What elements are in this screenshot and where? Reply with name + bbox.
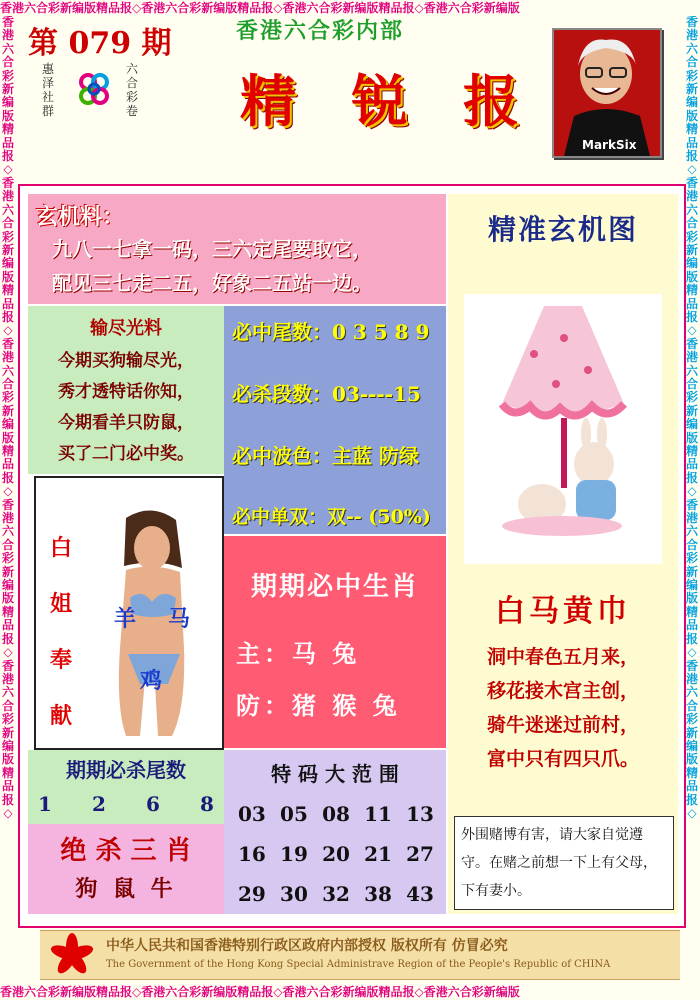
special-number: 27 [406,842,434,866]
bauhinia-emblem-icon [50,933,94,977]
footer-en: The Government of the Hong Kong Special Administrave Region of the People's Republic of CHINA [106,959,611,970]
special-number: 11 [364,802,392,826]
special-range-row [238,874,434,914]
xuanji-label: 玄机料： [36,204,125,230]
picks-panel [224,306,446,534]
special-number: 05 [280,802,308,826]
special-range-panel [224,750,446,914]
special-range-grid [238,794,434,914]
poem-body [28,346,224,470]
pick-wave: 必中波色：主蓝 防绿 [232,444,419,468]
pick-tail: 必中尾数：0 3 5 8 9 [232,320,430,344]
verse-line: 移花接木宫主创， [486,680,639,702]
special-number: 21 [364,842,392,866]
special-number: 30 [280,882,308,906]
header-subtitle: 香港六合彩内部 [236,18,405,44]
right-panel [448,194,678,914]
poem-line: 今期买狗输尽光， [58,351,194,371]
girl-photo-box [34,476,224,750]
verse-line: 洞中春色五月来， [486,646,639,668]
special-range-row [238,794,434,834]
special-number: 32 [322,882,350,906]
xuanji-line-2: 配见三七走二五，好象二五站一边。 [52,271,372,295]
newspaper-title: 精 锐 报 [240,69,537,135]
pick-odd-even: 必中单双：双-- (50%) [232,506,431,528]
zodiac-panel [224,536,446,748]
top-border-strip: 香港六合彩新编版精品报◇香港六合彩新编版精品报◇香港六合彩新编版精品报◇香港六合彩新编版 [0,1,520,15]
pick-kill-range: 必杀段数：03----15 [232,382,421,406]
kill-three-panel [28,824,224,914]
xuanji-line-1: 九八一七拿一码，三六定尾要取它， [52,237,372,261]
special-number: 08 [322,802,350,826]
org-name-left: 惠泽社群 [42,62,55,118]
girl-caption [50,520,74,744]
poem-line: 买了二门必中奖。 [58,444,194,464]
kill-tail-panel [28,750,224,824]
photo-caption: MarkSix [582,138,637,152]
poem-panel [28,306,224,474]
special-number: 19 [280,842,308,866]
special-number: 20 [322,842,350,866]
girl-caption-char: 姐 [50,591,73,617]
gambling-warning: 外围赌博有害，请大家自觉遵守。在赌之前想一下上有父母，下有妻小。 [454,816,674,910]
kill-tail-title: 期期必杀尾数 [66,758,186,782]
verse-line: 骑牛迷迷过前村， [486,714,639,736]
kill-three-animals: 狗 鼠 牛 [75,876,177,902]
poem-line: 秀才透特话你知， [58,382,194,402]
footer-band [40,930,680,980]
left-border-strip: 香港六合彩新编版精品报◇香港六合彩新编版精品报◇香港六合彩新编版精品报◇香港六合彩新编版精品报◇香港六合彩新编版精品报◇ [1,16,14,820]
special-number: 03 [238,802,266,826]
bottom-border-strip: 香港六合彩新编版精品报◇香港六合彩新编版精品报◇香港六合彩新编版精品报◇香港六合彩新编版 [0,985,520,999]
girl-tag-rooster: 鸡 [140,668,163,694]
girl-tag-horse: 马 [168,606,191,632]
special-number: 29 [238,882,266,906]
lamp-picture [464,294,662,564]
zodiac-title: 期期必中生肖 [250,572,419,602]
kill-tail-value: 1 [38,792,52,816]
issue-number: 第 079 期 [28,26,172,61]
right-panel-phrase: 白马黄巾 [495,594,631,629]
lottery-logo-icon [72,70,116,110]
portrait-photo [552,28,662,158]
footer-cn: 中华人民共和国香港特别行政区政府内部授权 版权所有 仿冒必究 [106,938,508,954]
right-panel-title: 精准玄机图 [487,213,638,246]
kill-tail-values [38,792,214,816]
special-range-title: 特 码 大 范 围 [271,762,399,786]
xuanji-panel [28,194,446,304]
special-number: 43 [406,882,434,906]
zodiac-guard: 防：猪 猴 兔 [236,691,401,720]
kill-tail-value: 6 [146,792,160,816]
verse-line: 富中只有四只爪。 [486,748,639,770]
kill-tail-value: 8 [200,792,214,816]
zodiac-main: 主：马 兔 [236,639,361,668]
kill-three-title: 绝 杀 三 肖 [60,836,192,866]
org-name-right: 六合彩卷 [126,62,139,118]
girl-caption-char: 白 [50,535,73,561]
special-number: 38 [364,882,392,906]
special-number: 16 [238,842,266,866]
girl-tag-sheep: 羊 [114,606,137,632]
girl-caption-char: 奉 [50,647,73,673]
right-panel-verses [448,640,678,776]
special-number: 13 [406,802,434,826]
girl-caption-char: 献 [50,703,73,729]
special-range-row [238,834,434,874]
poem-line: 今期看羊只防鼠， [58,413,194,433]
poem-title: 输尽光料 [90,318,162,339]
kill-tail-value: 2 [92,792,106,816]
right-border-strip: 香港六合彩新编版精品报◇香港六合彩新编版精品报◇香港六合彩新编版精品报◇香港六合彩新编版精品报◇香港六合彩新编版精品报◇ [685,16,698,820]
